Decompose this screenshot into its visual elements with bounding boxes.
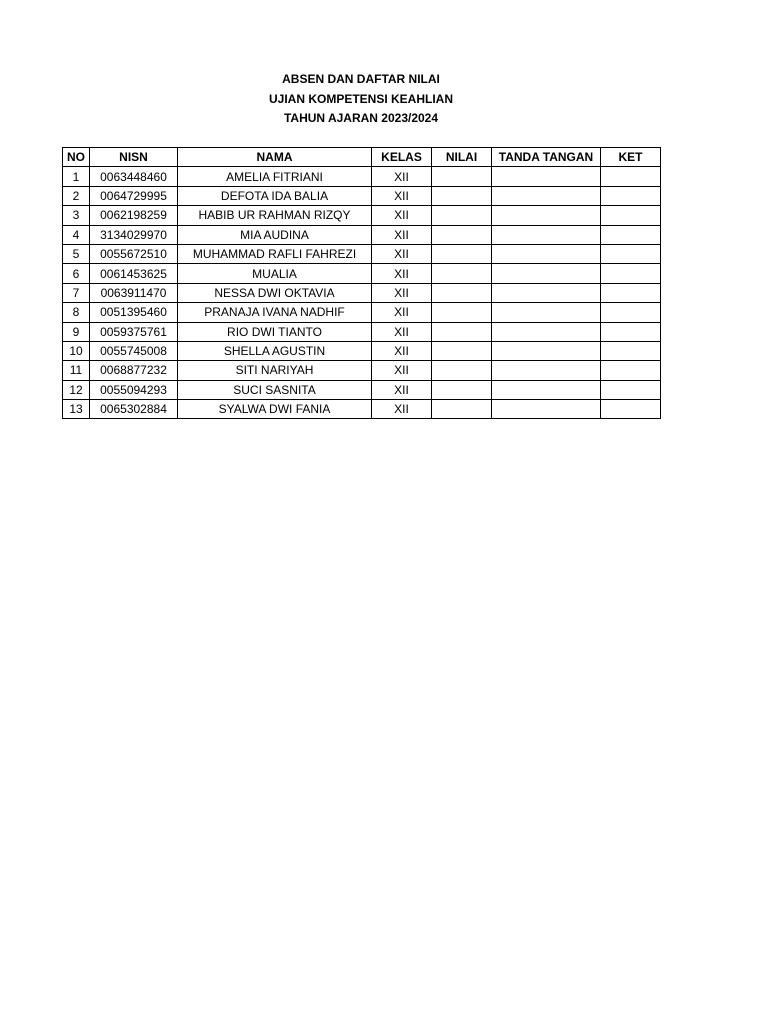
cell-tanda-tangan <box>492 167 601 186</box>
cell-nama: NESSA DWI OKTAVIA <box>178 283 372 302</box>
cell-nilai <box>432 225 492 244</box>
cell-tanda-tangan <box>492 341 601 360</box>
table-header-row <box>63 148 661 167</box>
cell-no: 12 <box>63 380 90 399</box>
cell-kelas: XII <box>372 206 432 225</box>
cell-kelas: XII <box>372 322 432 341</box>
table-row <box>63 361 661 380</box>
cell-nisn: 0059375761 <box>90 322 178 341</box>
cell-kelas: XII <box>372 400 432 419</box>
cell-no: 6 <box>63 264 90 283</box>
cell-nama: SITI NARIYAH <box>178 361 372 380</box>
cell-nilai <box>432 380 492 399</box>
cell-nilai <box>432 400 492 419</box>
table-row <box>63 380 661 399</box>
cell-ket <box>601 244 661 263</box>
cell-no: 2 <box>63 186 90 205</box>
cell-tanda-tangan <box>492 206 601 225</box>
cell-nisn: 0064729995 <box>90 186 178 205</box>
cell-ket <box>601 341 661 360</box>
header-no: NO <box>63 148 90 167</box>
cell-kelas: XII <box>372 341 432 360</box>
header-tanda-tangan: TANDA TANGAN <box>492 148 601 167</box>
cell-nama: DEFOTA IDA BALIA <box>178 186 372 205</box>
header-nilai: NILAI <box>432 148 492 167</box>
table-row <box>63 186 661 205</box>
cell-nama: MUHAMMAD RAFLI FAHREZI <box>178 244 372 263</box>
cell-kelas: XII <box>372 264 432 283</box>
cell-kelas: XII <box>372 225 432 244</box>
cell-ket <box>601 264 661 283</box>
cell-tanda-tangan <box>492 400 601 419</box>
cell-no: 3 <box>63 206 90 225</box>
cell-nisn: 0062198259 <box>90 206 178 225</box>
cell-no: 9 <box>63 322 90 341</box>
cell-nisn: 0061453625 <box>90 264 178 283</box>
cell-nilai <box>432 206 492 225</box>
table-body <box>63 167 661 419</box>
attendance-grade-table <box>62 147 661 419</box>
title-line-2: UJIAN KOMPETENSI KEAHLIAN <box>268 91 453 106</box>
cell-tanda-tangan <box>492 244 601 263</box>
cell-tanda-tangan <box>492 303 601 322</box>
cell-ket <box>601 186 661 205</box>
table-row <box>63 322 661 341</box>
cell-nilai <box>432 322 492 341</box>
table-row <box>63 225 661 244</box>
cell-nama: PRANAJA IVANA NADHIF <box>178 303 372 322</box>
table-row <box>63 167 661 186</box>
cell-tanda-tangan <box>492 322 601 341</box>
cell-ket <box>601 167 661 186</box>
cell-nilai <box>432 244 492 263</box>
title-line-3: TAHUN AJARAN 2023/2024 <box>283 111 439 125</box>
cell-ket <box>601 400 661 419</box>
cell-ket <box>601 283 661 302</box>
cell-ket <box>601 322 661 341</box>
cell-no: 5 <box>63 244 90 263</box>
table-row <box>63 206 661 225</box>
cell-tanda-tangan <box>492 380 601 399</box>
cell-kelas: XII <box>372 380 432 399</box>
cell-nama: SHELLA AGUSTIN <box>178 341 372 360</box>
cell-ket <box>601 225 661 244</box>
cell-tanda-tangan <box>492 225 601 244</box>
cell-nilai <box>432 283 492 302</box>
cell-nisn: 3134029970 <box>90 225 178 244</box>
cell-ket <box>601 380 661 399</box>
cell-no: 4 <box>63 225 90 244</box>
cell-tanda-tangan <box>492 186 601 205</box>
table-row <box>63 244 661 263</box>
document-title <box>62 70 660 129</box>
cell-nisn: 0068877232 <box>90 361 178 380</box>
cell-no: 10 <box>63 341 90 360</box>
cell-nama: SUCI SASNITA <box>178 380 372 399</box>
cell-nama: SYALWA DWI FANIA <box>178 400 372 419</box>
table-row <box>63 303 661 322</box>
cell-no: 11 <box>63 361 90 380</box>
cell-nama: MUALIA <box>178 264 372 283</box>
cell-nisn: 0055672510 <box>90 244 178 263</box>
header-kelas: KELAS <box>372 148 432 167</box>
cell-tanda-tangan <box>492 264 601 283</box>
cell-ket <box>601 206 661 225</box>
cell-ket <box>601 303 661 322</box>
cell-nama: RIO DWI TIANTO <box>178 322 372 341</box>
cell-nisn: 0063448460 <box>90 167 178 186</box>
cell-nama: MIA AUDINA <box>178 225 372 244</box>
cell-nilai <box>432 303 492 322</box>
cell-no: 13 <box>63 400 90 419</box>
cell-nilai <box>432 167 492 186</box>
cell-nisn: 0055094293 <box>90 380 178 399</box>
cell-no: 1 <box>63 167 90 186</box>
cell-kelas: XII <box>372 167 432 186</box>
header-nama: NAMA <box>178 148 372 167</box>
cell-nisn: 0051395460 <box>90 303 178 322</box>
cell-nilai <box>432 264 492 283</box>
cell-nisn: 0063911470 <box>90 283 178 302</box>
cell-nilai <box>432 341 492 360</box>
cell-kelas: XII <box>372 283 432 302</box>
table-row <box>63 341 661 360</box>
cell-nama: HABIB UR RAHMAN RIZQY <box>178 206 372 225</box>
cell-nisn: 0055745008 <box>90 341 178 360</box>
cell-nilai <box>432 361 492 380</box>
cell-tanda-tangan <box>492 361 601 380</box>
cell-nisn: 0065302884 <box>90 400 178 419</box>
cell-ket <box>601 361 661 380</box>
table-row <box>63 264 661 283</box>
cell-no: 7 <box>63 283 90 302</box>
table-row <box>63 400 661 419</box>
cell-nilai <box>432 186 492 205</box>
cell-nama: AMELIA FITRIANI <box>178 167 372 186</box>
header-ket: KET <box>601 148 661 167</box>
header-nisn: NISN <box>90 148 178 167</box>
cell-no: 8 <box>63 303 90 322</box>
cell-kelas: XII <box>372 303 432 322</box>
cell-kelas: XII <box>372 361 432 380</box>
cell-kelas: XII <box>372 186 432 205</box>
title-line-1: ABSEN DAN DAFTAR NILAI <box>282 72 440 86</box>
cell-kelas: XII <box>372 244 432 263</box>
cell-tanda-tangan <box>492 283 601 302</box>
table-row <box>63 283 661 302</box>
